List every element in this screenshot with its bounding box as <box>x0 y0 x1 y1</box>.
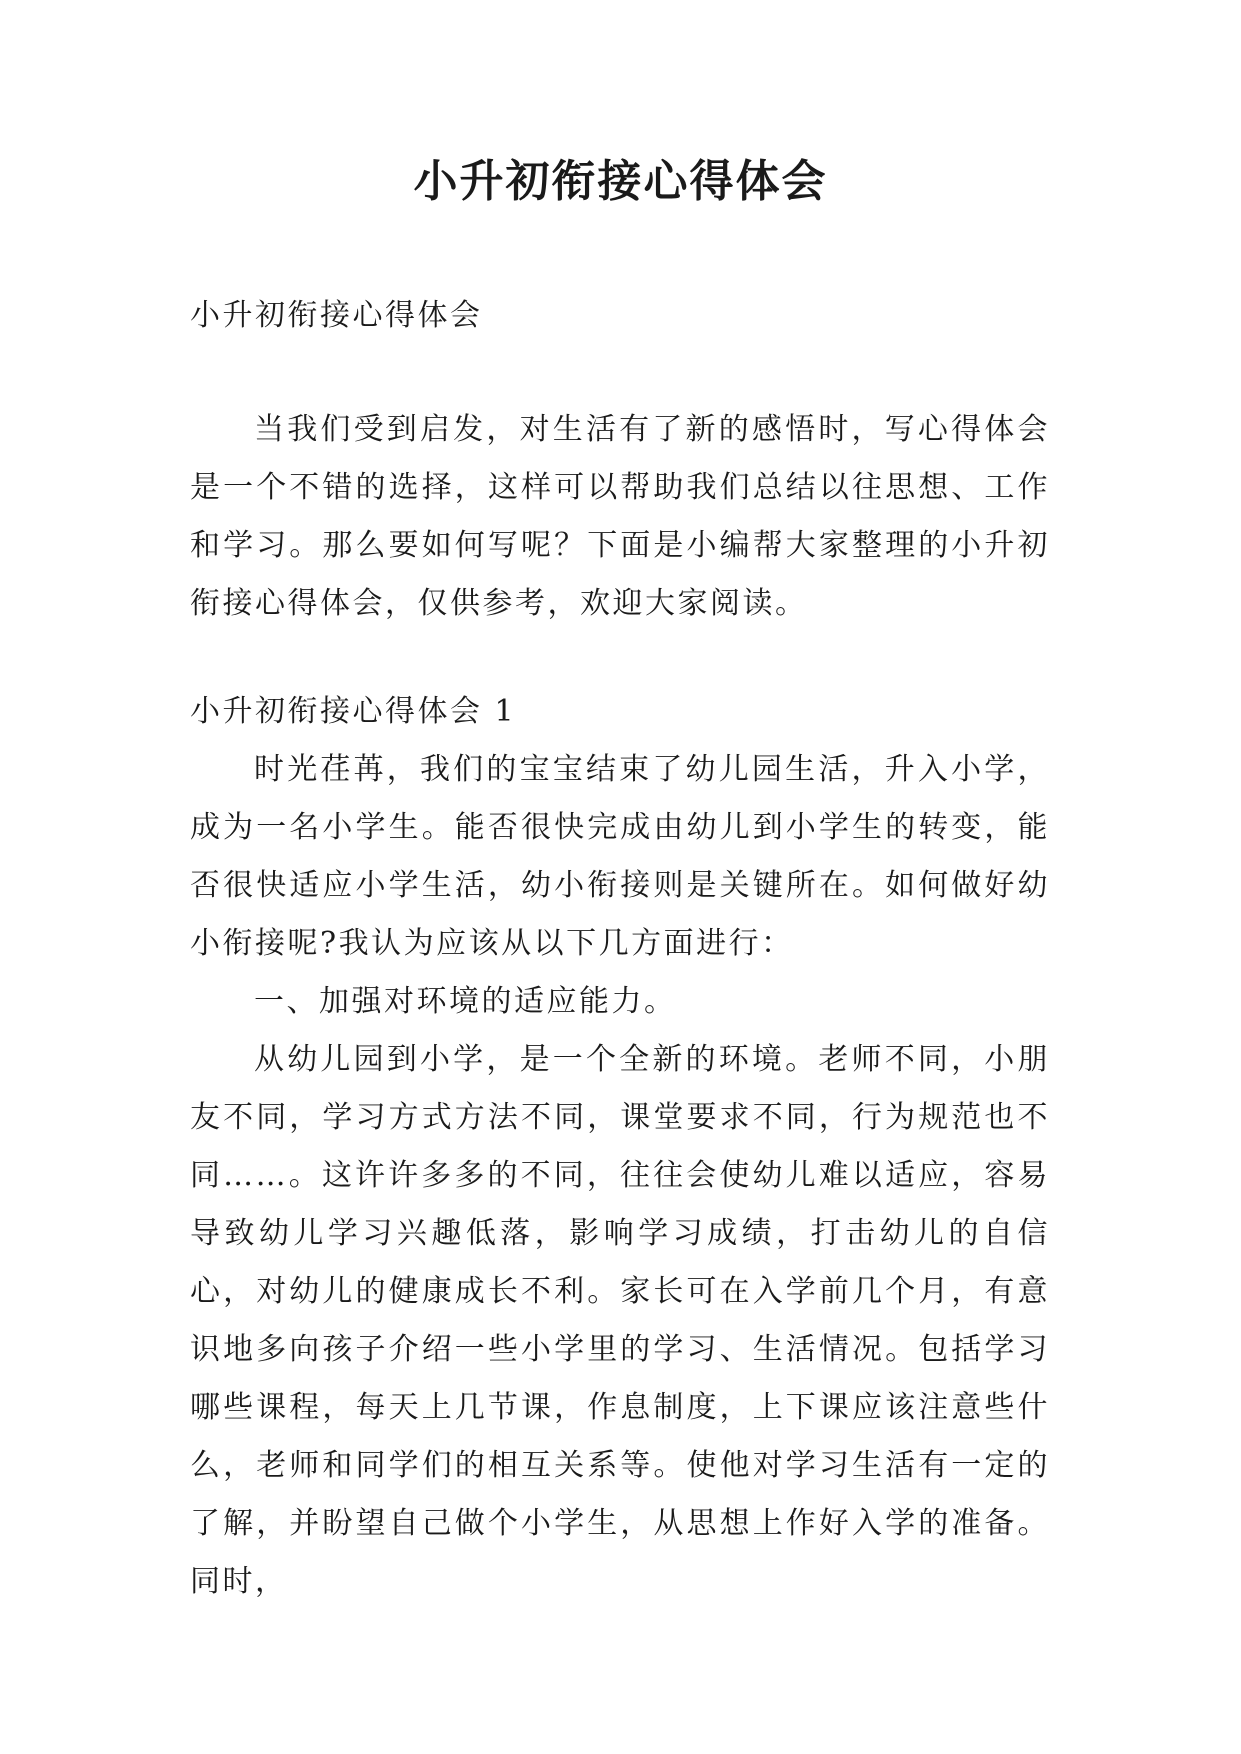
section-paragraph: 从幼儿园到小学，是一个全新的环境。老师不同，小朋友不同，学习方式方法不同，课堂要求不同，行为规范也不同……。这许许多多的不同，往往会使幼儿难以适应，容易导致幼儿学习兴趣低落，影响学习成绩，打击幼儿的自信心，对幼儿的健康成长不利。家长可在入学前几个月，有意识地多向孩子介绍一些小学里的学习、生活情况。包括学习哪些课程，每天上几节课，作息制度，上下课应该注意些什么，老师和同学们的相互关系等。使他对学习生活有一定的了解，并盼望自己做个小学生，从思想上作好入学的准备。同时， <box>190 1042 1050 1599</box>
section-heading: 小升初衔接心得体会 1 <box>190 694 517 729</box>
section-paragraph: 时光荏苒，我们的宝宝结束了幼儿园生活，升入小学，成为一名小学生。能否很快完成由幼儿到小学生的转变，能否很快适应小学生活，幼小衔接则是关键所在。如何做好幼小衔接呢?我认为应该从以下几方面进行： <box>190 752 1050 961</box>
section-subheading: 一、加强对环境的适应能力。 <box>254 984 677 1019</box>
document-title: 小升初衔接心得体会 <box>413 156 828 207</box>
document-subtitle: 小升初衔接心得体会 <box>190 298 483 333</box>
intro-paragraph: 当我们受到启发，对生活有了新的感悟时，写心得体会是一个不错的选择，这样可以帮助我们总结以往思想、工作和学习。那么要如何写呢？下面是小编帮大家整理的小升初衔接心得体会，仅供参考，欢迎大家阅读。 <box>190 412 1050 621</box>
section-1 <box>190 683 1050 1611</box>
